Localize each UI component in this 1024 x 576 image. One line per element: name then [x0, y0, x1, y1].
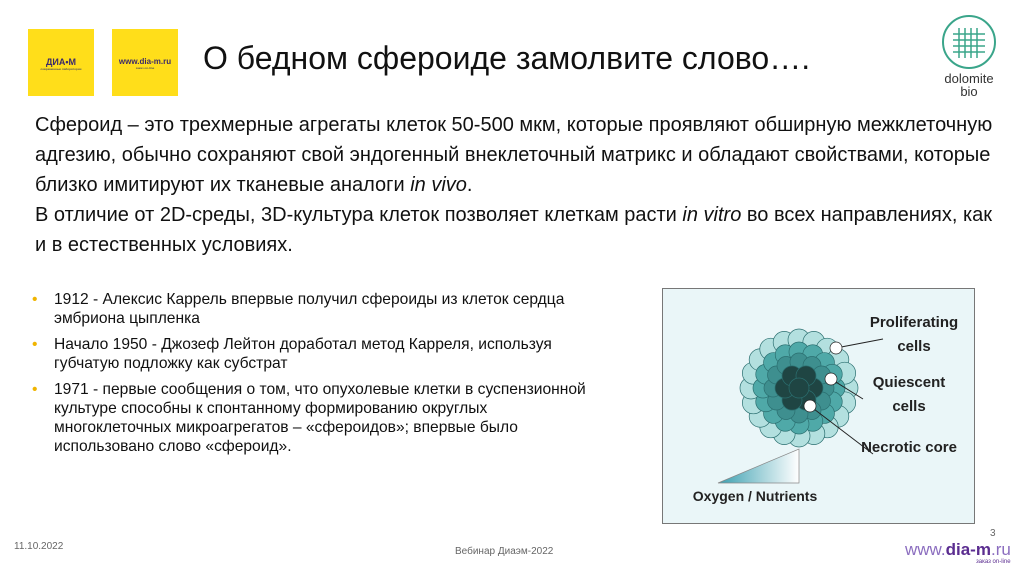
site-ru: .ru [990, 540, 1011, 559]
diam-logo-text: ДИА•М [45, 57, 77, 67]
dolomite-name: dolomite [944, 71, 994, 86]
bullet-icon: • [32, 336, 38, 353]
text: во всех направлениях, как и в естественных условиях. [35, 204, 993, 256]
intro-paragraph-1 [35, 110, 1000, 200]
dolomite-bio: bio [960, 84, 978, 99]
necrotic-cell [789, 378, 809, 398]
list-item-text: Начало 1950 - Джозеф Лейтон доработал метод Карреля, используя губчатую подложку как субстрат [54, 336, 552, 372]
footer-event: Вебинар Диаэм-2022 [455, 546, 554, 557]
list-item-text: 1912 - Алексис Каррель впервые получил сфероиды из клеток сердца эмбриона цыпленка [54, 291, 565, 327]
site-link[interactable] [905, 540, 1011, 560]
site-sub: заказ on-line [976, 559, 1011, 565]
italic-term: in vitro [682, 204, 742, 226]
dolomite-icon [941, 14, 997, 70]
italic-term: in vivo [410, 174, 467, 196]
list-item [32, 380, 602, 456]
gradient-triangle [718, 449, 799, 483]
text: В отличие от 2D-среды, 3D-культура клеток позволяет клеткам расти [35, 204, 683, 226]
footer-date: 11.10.2022 [14, 541, 64, 552]
history-list [32, 290, 602, 463]
intro-paragraph-2 [35, 200, 1000, 260]
list-item [32, 290, 602, 328]
site-main: dia-m [945, 540, 991, 559]
page-title: О бедном сфероиде замолвите слово…. [203, 40, 811, 76]
pointer-dot [825, 373, 837, 385]
list-item [32, 335, 602, 373]
text: . [466, 174, 473, 196]
diam-logo-tagline: современные лаборатории [40, 67, 82, 71]
pointer-dot [804, 400, 816, 412]
bullet-icon: • [32, 291, 38, 308]
dolomite-logo [936, 14, 1002, 98]
bullet-icon: • [32, 381, 38, 398]
site-logo [112, 29, 178, 96]
site-www: www. [905, 540, 946, 559]
label-oxygen-nutrients: Oxygen / Nutrients [692, 488, 818, 504]
intro-text [35, 110, 1000, 260]
label-proliferating: Proliferating cells [869, 314, 959, 355]
pointer-dot [830, 342, 842, 354]
site-logo-text: www.dia-m.ru [118, 57, 172, 66]
text: Сфероид – это трехмерные агрегаты клеток 50-500 мкм, которые проявляют обширную межклеточную адгезию, обычно сохраняют свой эндогенный внеклеточный матрикс и обладают свойствами, которые близко имитируют их тканевые аналоги [35, 114, 993, 196]
diam-logo [28, 29, 94, 96]
label-necrotic: Necrotic core [861, 439, 957, 456]
page-number: 3 [990, 528, 996, 539]
list-item-text: 1971 - первые сообщения о том, что опухолевые клетки в суспензионной культуре способны к спонтанному формированию округлых многоклеточных микроагрегатов – «сфероидов»; впервые было использовано слово «сфероид». [54, 381, 586, 455]
spheroid-diagram [662, 288, 975, 524]
label-quiescent: Quiescent cells [872, 374, 946, 415]
site-logo-sub: заказ on-line [135, 66, 155, 70]
